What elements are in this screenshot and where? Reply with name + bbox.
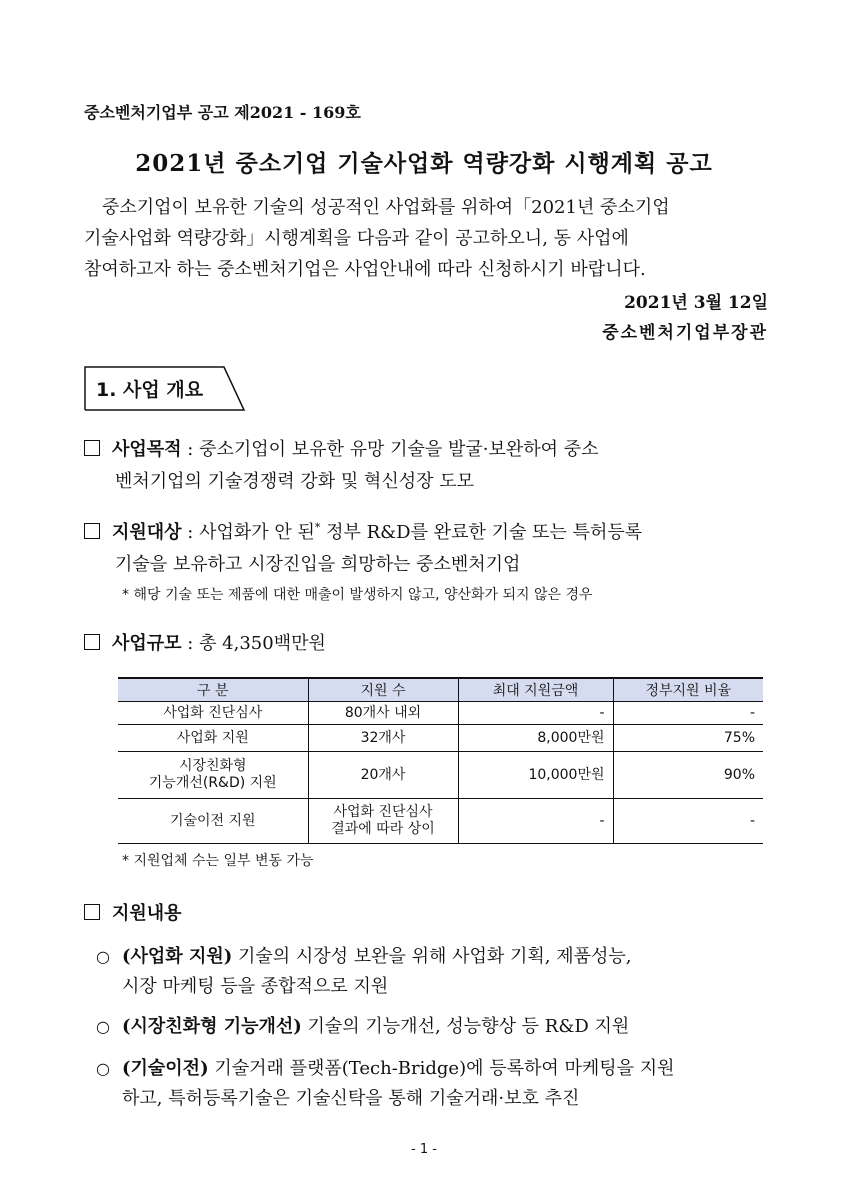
target-line1a: : 사업화가 안 된 bbox=[181, 522, 315, 543]
column-header: 최대 지원금액 bbox=[458, 678, 613, 702]
section-title: 1. 사업 개요 bbox=[96, 379, 204, 401]
checkbox-bullet-icon bbox=[84, 523, 100, 539]
content-item bbox=[96, 1054, 675, 1114]
table-cell: 10,000만원 bbox=[458, 752, 613, 799]
table-row bbox=[118, 725, 763, 752]
checkbox-bullet-icon bbox=[84, 634, 100, 650]
content-item-line2: 하고, 특허등록기술은 기술신탁을 통해 기술거래·보호 추진 bbox=[122, 1088, 580, 1109]
circle-bullet-icon: ○ bbox=[96, 1059, 110, 1078]
page-number: - 1 - bbox=[411, 1142, 437, 1157]
checkbox-bullet-icon bbox=[84, 904, 100, 920]
cell-line: 시장친화형 bbox=[178, 758, 247, 774]
cell-line: 사업화 진단심사 bbox=[333, 804, 433, 820]
table-cell: - bbox=[458, 799, 613, 844]
content-item-key: (사업화 지원) bbox=[122, 946, 233, 967]
scale-block bbox=[84, 628, 326, 660]
intro-line: 기술사업화 역량강화」시행계획을 다음과 같이 공고하오니, 동 사업에 bbox=[84, 228, 629, 249]
column-header: 정부지원 비율 bbox=[613, 678, 763, 702]
circle-bullet-icon: ○ bbox=[96, 1017, 110, 1036]
checkbox-bullet-icon bbox=[84, 440, 100, 456]
table-cell: - bbox=[613, 799, 763, 844]
target-block bbox=[84, 512, 642, 581]
table-cell: 기술이전 지원 bbox=[118, 799, 308, 844]
purpose-line1: : 중소기업이 보유한 유망 기술을 발굴·보완하여 중소 bbox=[181, 439, 599, 460]
circle-bullet-icon: ○ bbox=[96, 947, 110, 966]
document-title: 2021년 중소기업 기술사업화 역량강화 시행계획 공고 bbox=[135, 150, 713, 177]
scale-key: 사업규모 bbox=[112, 633, 182, 654]
content-item-line2: 시장 마케팅 등을 종합적으로 지원 bbox=[122, 976, 389, 997]
column-header: 구 분 bbox=[118, 678, 308, 702]
table-cell: - bbox=[458, 702, 613, 725]
content-item bbox=[96, 1012, 629, 1042]
target-note: * 해당 기술 또는 제품에 대한 매출이 발생하지 않고, 양산화가 되지 않은 경우 bbox=[122, 587, 593, 603]
target-key: 지원대상 bbox=[112, 522, 182, 543]
intro-paragraph bbox=[84, 192, 774, 285]
table-cell: 80개사 내외 bbox=[308, 702, 458, 725]
table-header-row bbox=[118, 678, 763, 702]
intro-line: 중소기업이 보유한 기술의 성공적인 사업화를 위하여「2021년 중소기업 bbox=[102, 197, 670, 218]
content-block bbox=[84, 898, 182, 930]
scale-value: : 총 4,350백만원 bbox=[181, 633, 326, 654]
cell-line: 기능개선(R&D) 지원 bbox=[148, 775, 277, 791]
budget-table bbox=[118, 677, 763, 844]
cell-line: 결과에 따라 상이 bbox=[331, 821, 435, 837]
content-item-line1: 기술거래 플랫폼(Tech-Bridge)에 등록하여 마케팅을 지원 bbox=[208, 1058, 675, 1079]
column-header: 지원 수 bbox=[308, 678, 458, 702]
table-cell bbox=[308, 799, 458, 844]
target-line1b: 정부 R&D를 완료한 기술 또는 특허등록 bbox=[320, 522, 643, 543]
table-cell: 90% bbox=[613, 752, 763, 799]
table-note: * 지원업체 수는 일부 변동 가능 bbox=[122, 853, 314, 869]
table-cell: 75% bbox=[613, 725, 763, 752]
content-item-line1: 기술의 시장성 보완을 위해 사업화 기획, 제품성능, bbox=[232, 946, 632, 967]
table-cell: 32개사 bbox=[308, 725, 458, 752]
purpose-line2: 벤처기업의 기술경쟁력 강화 및 혁신성장 도모 bbox=[115, 471, 474, 492]
purpose-key: 사업목적 bbox=[112, 439, 182, 460]
notice-date: 2021년 3월 12일 bbox=[624, 293, 768, 313]
content-item bbox=[96, 942, 632, 1002]
purpose-block bbox=[84, 434, 599, 498]
table-row bbox=[118, 752, 763, 799]
notice-number: 중소벤처기업부 공고 제2021 - 169호 bbox=[84, 103, 361, 122]
table-cell: 사업화 지원 bbox=[118, 725, 308, 752]
content-item-line1: 기술의 기능개선, 성능향상 등 R&D 지원 bbox=[301, 1016, 630, 1037]
table-cell: 20개사 bbox=[308, 752, 458, 799]
content-item-key: (시장친화형 기능개선) bbox=[122, 1016, 302, 1037]
table-row bbox=[118, 799, 763, 844]
footnote-mark: * bbox=[314, 521, 321, 534]
content-key: 지원내용 bbox=[112, 903, 182, 924]
issuer: 중소벤처기업부장관 bbox=[602, 323, 768, 343]
section-header bbox=[84, 366, 244, 410]
table-row bbox=[118, 702, 763, 725]
target-line2: 기술을 보유하고 시장진입을 희망하는 중소벤처기업 bbox=[115, 554, 521, 575]
table-cell: 8,000만원 bbox=[458, 725, 613, 752]
intro-line: 참여하고자 하는 중소벤처기업은 사업안내에 따라 신청하시기 바랍니다. bbox=[84, 259, 646, 280]
table-cell bbox=[118, 752, 308, 799]
table-cell: - bbox=[613, 702, 763, 725]
content-item-key: (기술이전) bbox=[122, 1058, 209, 1079]
table-cell: 사업화 진단심사 bbox=[118, 702, 308, 725]
